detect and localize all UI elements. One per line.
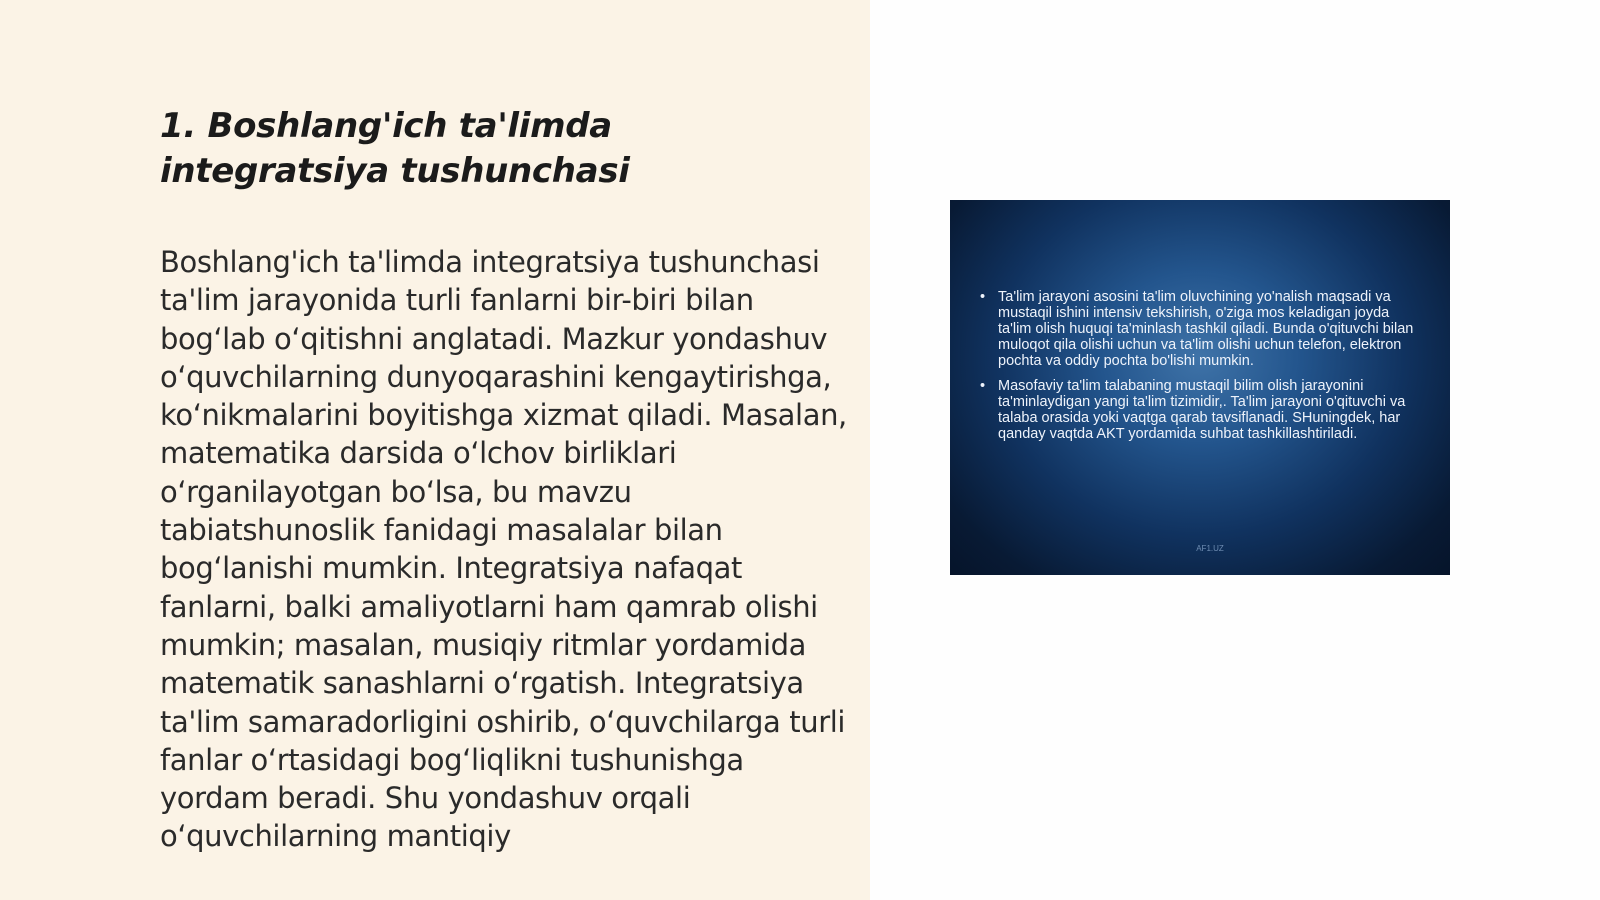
embedded-slide-image <box>950 200 1450 575</box>
embedded-bullet-list <box>980 289 1420 451</box>
slide-body-text: Boshlang'ich ta'limda integratsiya tushunchasi ta'lim jarayonida turli fanlarni bir-biri bilan bog‘lab o‘qitishni anglatadi. Mazkur yondashuv o‘quvchilarning dunyoqarashini kengaytirishga, ko‘nikmalarini boyitishga xizmat qiladi. Masalan, matematika darsida o‘lchov birliklari o‘rganilayotgan bo‘lsa, bu mavzu tabiatshunoslik fanidagi masalalar bilan bog‘lanishi mumkin. Integratsiya nafaqat fanlarni, balki amaliyotlarni ham qamrab olishi mumkin; masalan, musiqiy ritmlar yordamida matematik sanashlarni o‘rgatish. Integratsiya ta'lim samaradorligini oshirib, o‘quvchilarga turli fanlar o‘rtasidagi bog‘liqlikni tushunishga yordam beradi. Shu yondashuv orqali o‘quvchilarning mantiqiy <box>160 245 847 854</box>
slide-title: 1. Boshlang'ich ta'limda integratsiya tushunchasi <box>160 106 630 191</box>
embedded-slide-footer: AF1.UZ <box>1196 544 1224 553</box>
bullet-icon: • <box>980 289 986 305</box>
embedded-bullet-item <box>980 289 1420 369</box>
embedded-bullet-text: Masofaviy ta'lim talabaning mustaqil bilim olish jarayonini ta'minlaydigan yangi ta'lim tizimidir,. Ta'lim jarayoni o'qituvchi va talaba orasida yoki vaqtga qarab tavsiflanadi. SHuningdek, har qanday vaqtda AKT yordamida suhbat tashkillashtiriladi. <box>998 378 1406 442</box>
bullet-icon: • <box>980 378 986 394</box>
embedded-bullet-item <box>980 378 1420 442</box>
embedded-bullet-text: Ta'lim jarayoni asosini ta'lim oluvchining yo'nalish maqsadi va mustaqil ishini intensiv tekshirish, o'ziga mos keladigan joyda ta'lim olish huquqi ta'minlash tashkil qiladi. Bunda o'qituvchi bilan muloqot qila olishi uchun va ta'lim olishi uchun telefon, elektron pochta va oddiy pochta bo'lishi mumkin. <box>998 289 1414 369</box>
